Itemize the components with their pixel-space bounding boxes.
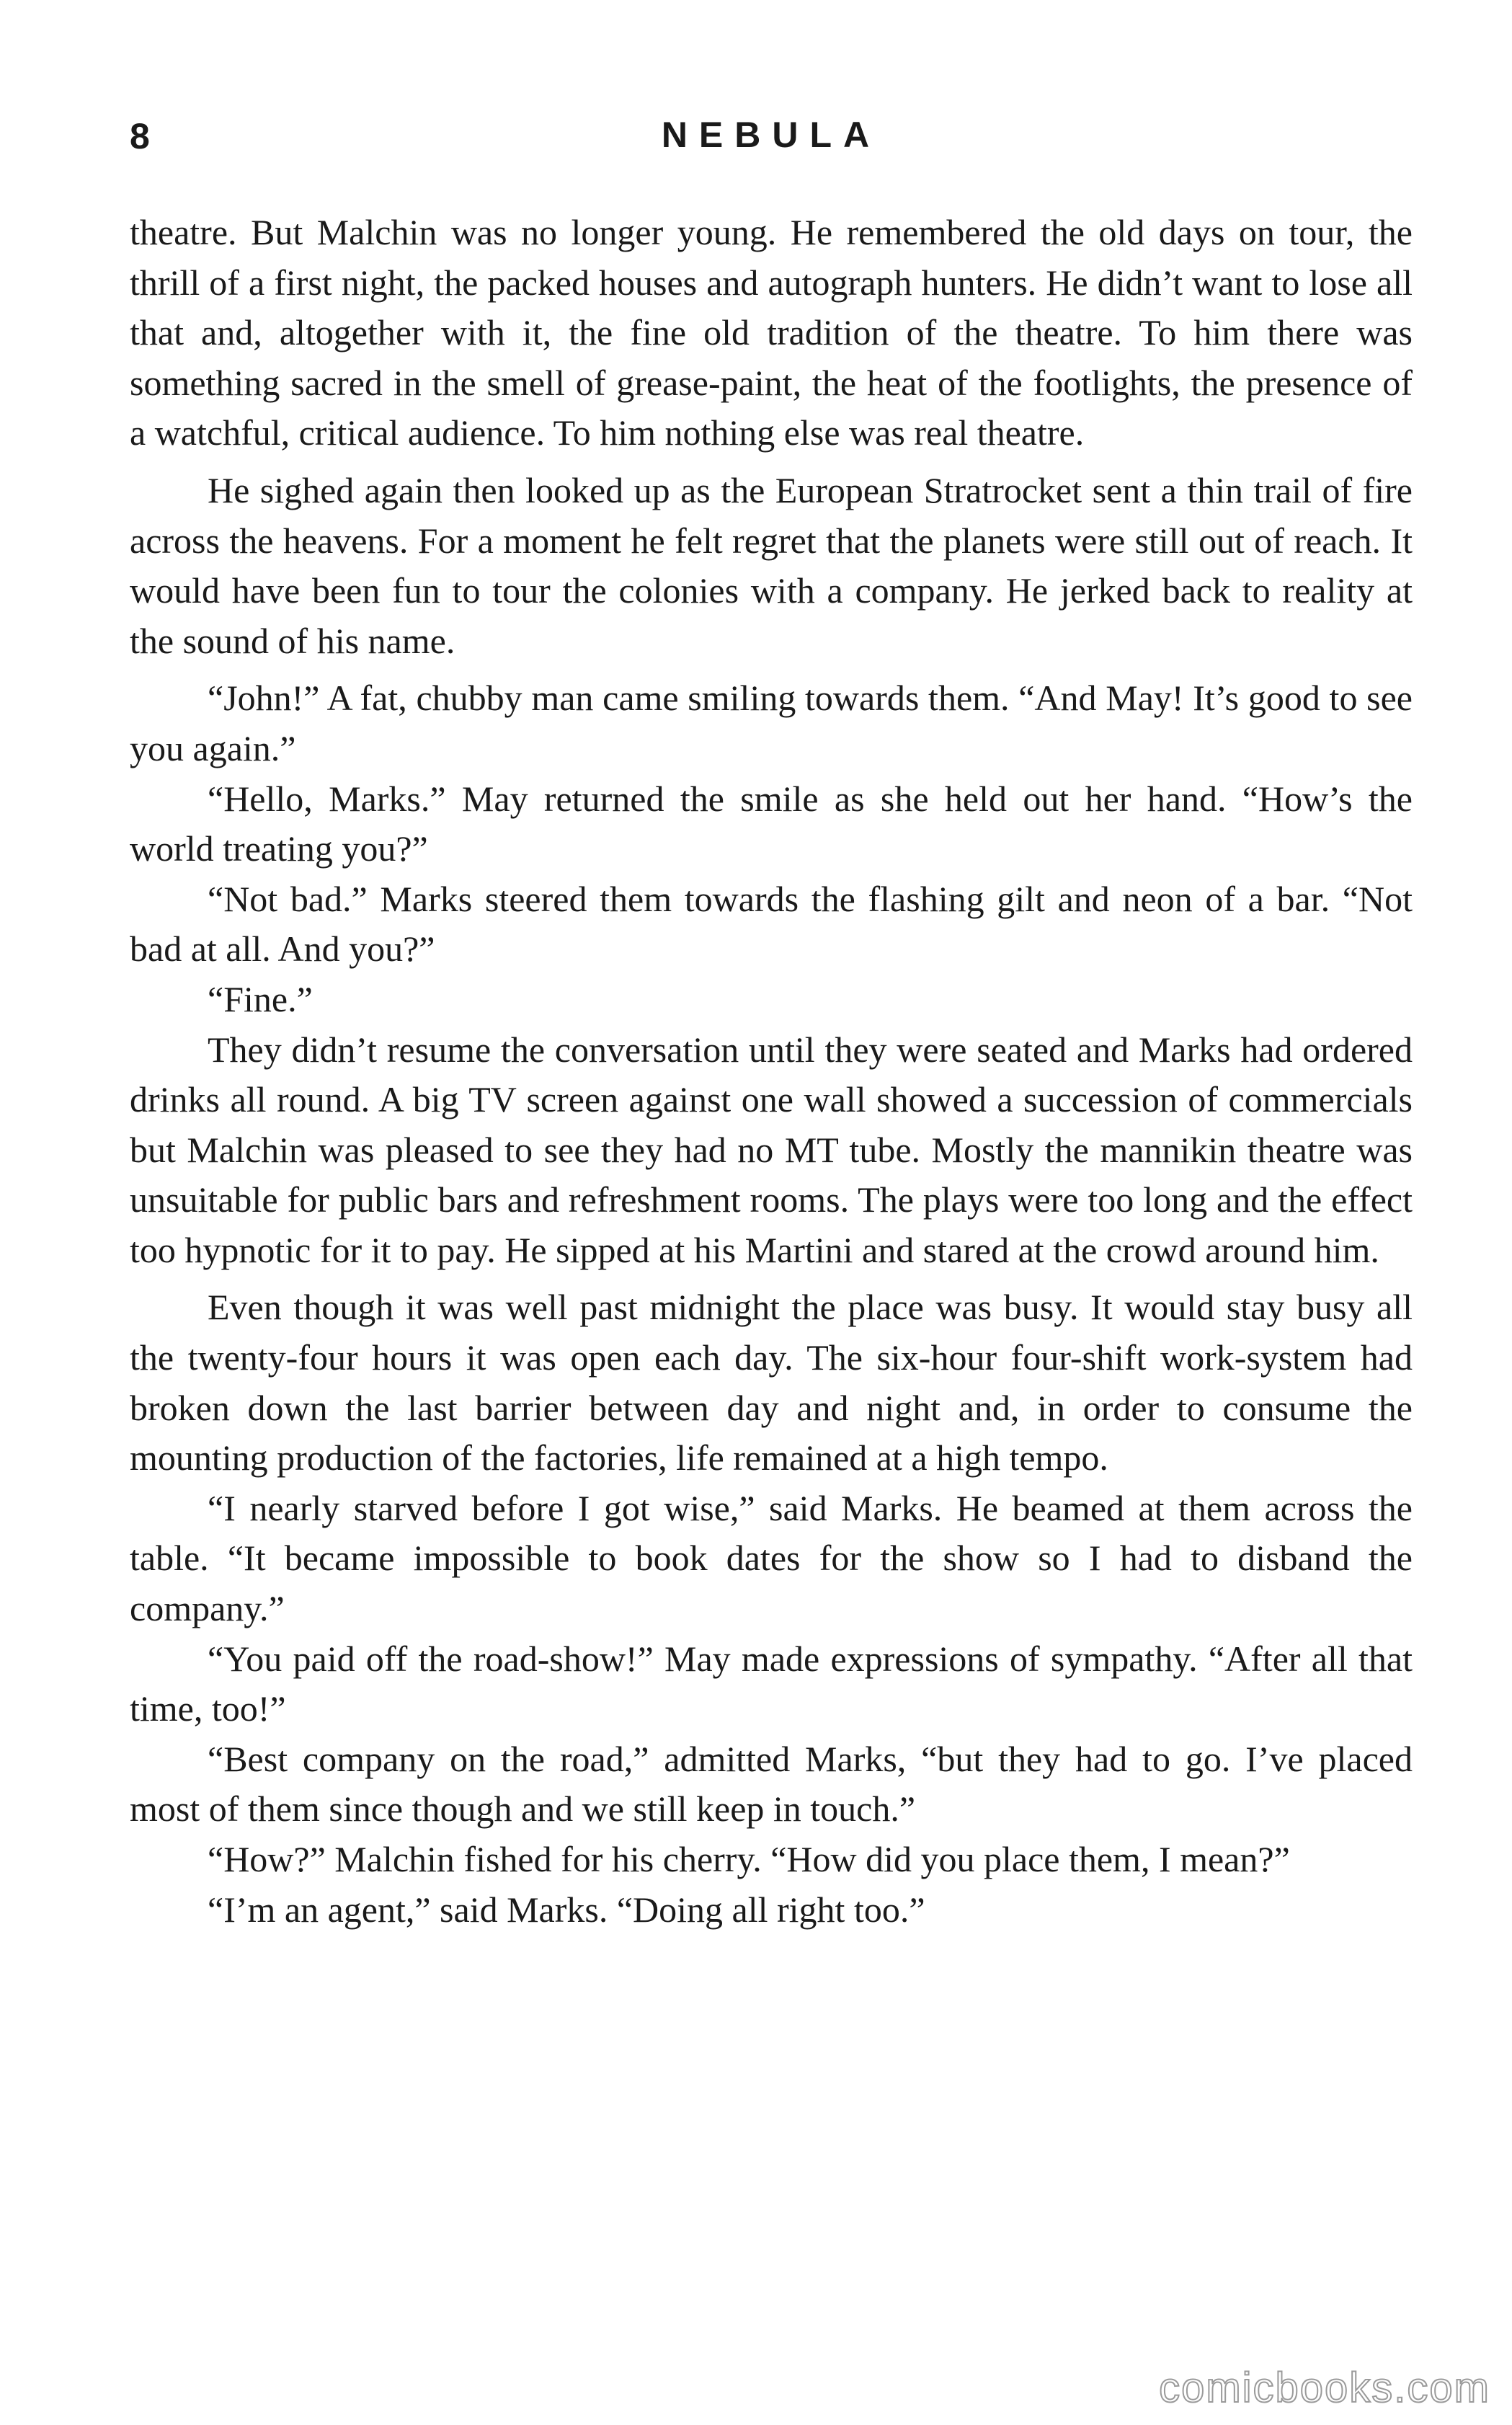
paragraph: “Not bad.” Marks steered them towards the flashing gilt and neon of a bar. “Not bad at all. And you?” [130, 878, 1413, 970]
paragraph: “Hello, Marks.” May returned the smile as she held out her hand. “How’s the world treating you?” [130, 778, 1413, 869]
paragraph: “Fine.” [208, 978, 313, 1019]
paragraph: “Best company on the road,” admitted Marks, “but they had to go. I’ve placed most of them since though and we still keep in touch.” [130, 1738, 1413, 1830]
paragraph: “You paid off the road-show!” May made expressions of sympathy. “After all that time, too!” [130, 1638, 1413, 1729]
paragraph: “I’m an agent,” said Marks. “Doing all right too.” [208, 1889, 925, 1930]
paragraph: theatre. But Malchin was no longer young. He remembered the old days on tour, the thrill of a first night, the packed houses and autograph hunters. He didn’t want to lose all that and, altogether with it, the fine old tradition of the theatre. To him there was something sacred in the smell of grease-paint, the heat of the footlights, the presence of a watchful, critical audience. To him nothing else was real theatre. [130, 212, 1413, 453]
page-number: 8 [130, 116, 150, 156]
running-title: NEBULA [661, 115, 881, 155]
paragraph: He sighed again then looked up as the European Stratrocket sent a thin trail of fire across the heavens. For a moment he felt regret that the planets were still out of reach. It would have been fun to tour the colonies with a company. He jerked back to reality at the sound of his name. [130, 469, 1413, 661]
paragraph: Even though it was well past midnight the place was busy. It would stay busy all the twenty-four hours it was open each day. The six-hour four-shift work-system had broken down the last barrier between day and night and, in order to consume the mounting production of the factories, life remained at a high tempo. [130, 1287, 1413, 1479]
page-header [130, 108, 1413, 173]
paragraph: “John!” A fat, chubby man came smiling towards them. “And May! It’s good to see you again.” [130, 678, 1413, 768]
book-page [130, 108, 1413, 1935]
paragraph: “How?” Malchin fished for his cherry. “How did you place them, I mean?” [208, 1839, 1290, 1879]
paragraph: They didn’t resume the conversation until they were seated and Marks had ordered drinks all round. A big TV screen against one wall showed a succession of commercials but Malchin was pleased to see they had no MT tube. Mostly the mannikin theatre was unsuitable for public bars and refreshment rooms. The plays were too long and the effect too hypnotic for it to pay. He sipped at his Martini and stared at the crowd around him. [130, 1029, 1413, 1270]
watermark: comicbooks.com [1159, 2364, 1490, 2411]
paragraph: “I nearly starved before I got wise,” said Marks. He beamed at them across the table. “It became impossible to book dates for the show so I had to disband the company.” [130, 1487, 1413, 1629]
body-text [130, 208, 1413, 1935]
